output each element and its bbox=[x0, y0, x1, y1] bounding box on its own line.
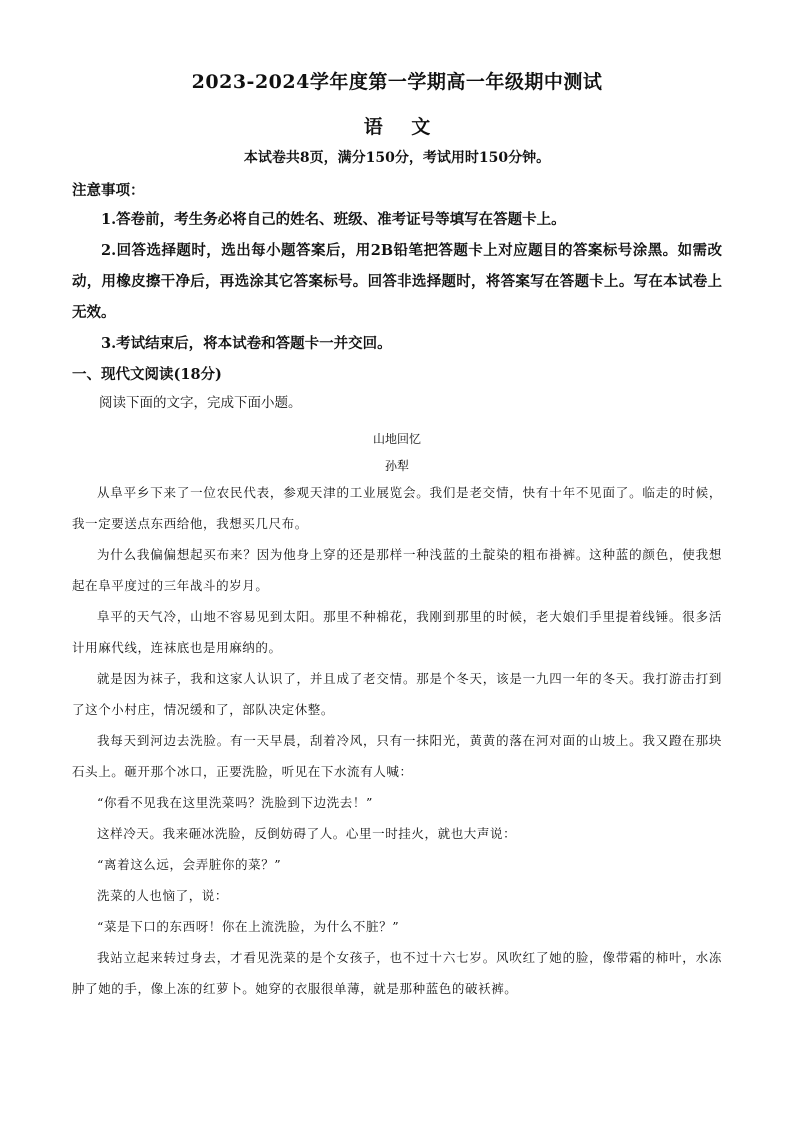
notice-heading: 注意事项： bbox=[72, 182, 145, 199]
notice-item-3: 3.考试结束后，将本试卷和答题卡一并交回。 bbox=[101, 335, 392, 352]
article-paragraph: 从阜平乡下来了一位农民代表，参观天津的工业展览会。我们是老交情，快有十年不见面了。临走的时候，我一定要送点东西给他，我想买几尺布。 bbox=[72, 485, 722, 531]
section-heading: 一、现代文阅读(18分) bbox=[72, 366, 222, 383]
article-author: 孙犁 bbox=[384, 459, 409, 473]
article-paragraph: 为什么我偏偏想起买布来？因为他身上穿的还是那样一种浅蓝的土靛染的粗布褂裤。这种蓝的颜色，使我想起在阜平度过的三年战斗的岁月。 bbox=[72, 547, 722, 593]
paper-info: 本试卷共8页，满分150分，考试用时150分钟。 bbox=[243, 150, 551, 166]
article-paragraph: 这样冷天。我来砸冰洗脸，反倒妨碍了人。心里一时挂火，就也大声说： bbox=[97, 826, 517, 841]
notice-item-2: 2.回答选择题时，选出每小题答案后，用2B铅笔把答题卡上对应题目的答案标号涂黑。如需改动，用橡皮擦干净后，再选涂其它答案标号。回答非选择题时，将答案写在答题卡上。写在本试卷上无效。 bbox=[72, 242, 722, 321]
subject-title: 语 文 bbox=[363, 116, 431, 138]
article-paragraph: “离着这么远，会弄脏你的菜？” bbox=[97, 857, 282, 872]
article-title: 山地回忆 bbox=[372, 432, 421, 446]
article-paragraph: “菜是下口的东西呀！你在上流洗脸，为什么不脏？” bbox=[97, 919, 400, 934]
article-paragraph: 就是因为袜子，我和这家人认识了，并且成了老交情。那是个冬天，该是一九四一年的冬天。我打游击打到了这个小村庄，情况缓和了，部队决定休整。 bbox=[72, 671, 722, 717]
exam-page bbox=[72, 66, 722, 1004]
section-instruction: 阅读下面的文字，完成下面小题。 bbox=[99, 395, 302, 411]
article-paragraph: “你看不见我在这里洗菜吗？洗脸到下边洗去！” bbox=[97, 795, 373, 810]
exam-title: 2023-2024学年度第一学期高一年级期中测试 bbox=[191, 71, 603, 93]
article-paragraph: 我站立起来转过身去，才看见洗菜的是个女孩子，也不过十六七岁。风吹红了她的脸，像带霜的柿叶，水冻肿了她的手，像上冻的红萝卜。她穿的衣服很单薄，就是那种蓝色的破袄裤。 bbox=[72, 950, 722, 996]
notice-item-1: 1.答卷前，考生务必将自己的姓名、班级、准考证号等填写在答题卡上。 bbox=[101, 211, 566, 228]
article-paragraph: 我每天到河边去洗脸。有一天早晨，刮着冷风，只有一抹阳光，黄黄的落在河对面的山坡上。我又蹬在那块石头上。砸开那个冰口，正要洗脸，听见在下水流有人喊： bbox=[72, 733, 722, 779]
article-paragraph: 阜平的天气冷，山地不容易见到太阳。那里不种棉花，我刚到那里的时候，老大娘们手里提着线锤。很多活计用麻代线，连袜底也是用麻纳的。 bbox=[72, 609, 722, 655]
article-paragraph: 洗菜的人也恼了，说： bbox=[97, 888, 229, 903]
